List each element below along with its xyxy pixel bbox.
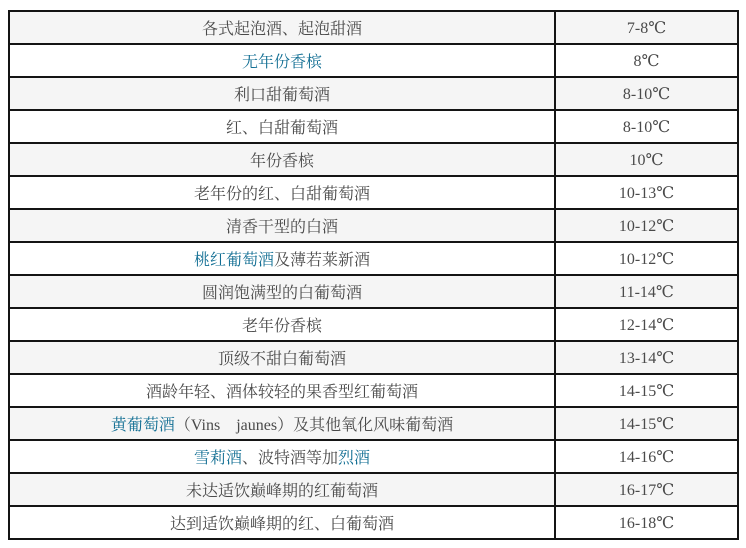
wine-type-cell: [9, 506, 555, 539]
wine-type-cell: [9, 176, 555, 209]
wine-text: 红、白甜葡萄酒: [225, 120, 338, 137]
wine-text: 清香干型的白酒: [225, 219, 338, 236]
wine-type-cell: [9, 275, 555, 308]
wine-type-cell: [9, 440, 555, 473]
wine-type-cell: [9, 209, 555, 242]
wine-type-cell: [9, 374, 555, 407]
wine-type-cell: [9, 143, 555, 176]
wine-text: 年份香槟: [249, 153, 314, 170]
table-row: [9, 374, 738, 407]
table-row: [9, 176, 738, 209]
temperature-cell: 16-17℃: [555, 473, 738, 506]
temperature-cell: 8℃: [555, 44, 738, 77]
wine-link[interactable]: 无年份香槟: [241, 54, 322, 71]
wine-link[interactable]: 烈酒: [338, 450, 371, 467]
wine-type-cell: [9, 242, 555, 275]
temperature-cell: 10-12℃: [555, 209, 738, 242]
table-row: [9, 506, 738, 539]
temperature-cell: 14-16℃: [555, 440, 738, 473]
wine-text: 老年份香槟: [241, 318, 322, 335]
wine-link[interactable]: 雪莉酒: [193, 450, 242, 467]
temperature-cell: 12-14℃: [555, 308, 738, 341]
wine-text: 酒龄年轻、酒体较轻的果香型红葡萄酒: [145, 384, 418, 401]
temperature-cell: 14-15℃: [555, 374, 738, 407]
wine-type-cell: [9, 308, 555, 341]
wine-temperature-table: [8, 10, 739, 540]
temperature-cell: 16-18℃: [555, 506, 738, 539]
temperature-cell: 10℃: [555, 143, 738, 176]
table-row: [9, 440, 738, 473]
temperature-cell: 8-10℃: [555, 77, 738, 110]
wine-type-cell: [9, 110, 555, 143]
wine-type-cell: [9, 407, 555, 440]
wine-text: 利口甜葡萄酒: [233, 87, 330, 104]
table-row: [9, 143, 738, 176]
temperature-cell: 7-8℃: [555, 11, 738, 44]
wine-text: 达到适饮巅峰期的红、白葡萄酒: [169, 516, 394, 533]
wine-link[interactable]: 桃红葡萄酒: [193, 252, 274, 269]
table-row: [9, 242, 738, 275]
wine-type-cell: [9, 341, 555, 374]
wine-text: 及薄若莱新酒: [274, 252, 371, 269]
wine-link[interactable]: 黄葡萄酒: [110, 417, 175, 434]
temperature-cell: 10-13℃: [555, 176, 738, 209]
table-body: [9, 11, 738, 539]
table-row: [9, 110, 738, 143]
temperature-cell: 8-10℃: [555, 110, 738, 143]
wine-type-cell: [9, 77, 555, 110]
temperature-cell: 10-12℃: [555, 242, 738, 275]
wine-text: 老年份的红、白甜葡萄酒: [193, 186, 370, 203]
table-row: [9, 473, 738, 506]
table-row: [9, 407, 738, 440]
temperature-cell: 14-15℃: [555, 407, 738, 440]
temperature-cell: 11-14℃: [555, 275, 738, 308]
wine-text: 未达适饮巅峰期的红葡萄酒: [185, 483, 378, 500]
wine-type-cell: [9, 11, 555, 44]
table-row: [9, 77, 738, 110]
table-row: [9, 11, 738, 44]
wine-text: 、波特酒等加: [241, 450, 338, 467]
table-row: [9, 209, 738, 242]
wine-text: 顶级不甜白葡萄酒: [217, 351, 346, 368]
table-row: [9, 308, 738, 341]
wine-type-cell: [9, 473, 555, 506]
wine-text: 圆润饱满型的白葡萄酒: [201, 285, 362, 302]
wine-text: （Vins jaunes）及其他氧化风味葡萄酒: [174, 417, 454, 434]
wine-text: 各式起泡酒、起泡甜酒: [201, 21, 362, 38]
table-row: [9, 275, 738, 308]
temperature-cell: 13-14℃: [555, 341, 738, 374]
wine-type-cell: [9, 44, 555, 77]
table-row: [9, 44, 738, 77]
table-row: [9, 341, 738, 374]
